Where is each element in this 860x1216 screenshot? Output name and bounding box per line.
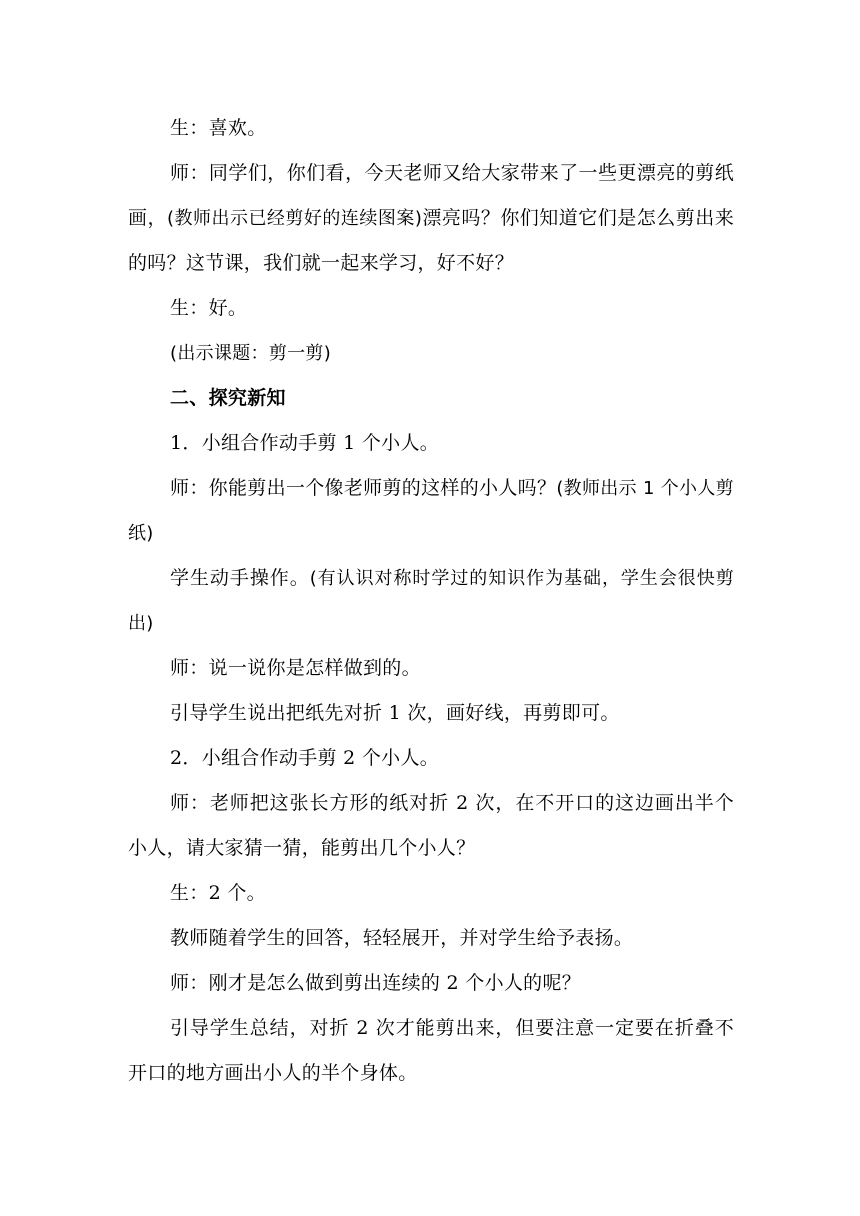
paragraph-note: (教师出示 1 个小人剪纸) (128, 478, 734, 544)
section-heading (128, 376, 734, 421)
paragraph-text-tail: 漂亮吗？你们知道它们是怎么剪出来的吗？这节课，我们就一起来学习，好不好？ (128, 207, 734, 274)
paragraph-text: 师：说一说你是怎样做到的。 (170, 657, 421, 679)
paragraph-teacher-unfold (128, 916, 734, 961)
paragraph-guide-fold-once (128, 691, 734, 736)
paragraph-lesson-title (128, 331, 734, 376)
heading-text: 二、探究新知 (170, 387, 286, 409)
paragraph-text: (出示课题：剪一剪) (170, 343, 332, 364)
paragraph-teacher-fold-twice (128, 781, 734, 871)
paragraph-text: 1．小组合作动手剪 1 个小人。 (170, 432, 440, 454)
paragraph-text: 生：2 个。 (170, 882, 266, 904)
paragraph-text: 学生动手操作。 (170, 567, 310, 589)
paragraph-text: 师：同学们，你们看，今天老师又给大家带来了一些更漂亮的剪纸画， (128, 162, 734, 229)
paragraph-text: 教师随着学生的回答，轻轻展开，并对学生给予表扬。 (170, 927, 634, 949)
paragraph-student-reply-ok (128, 286, 734, 331)
paragraph-text: 师：刚才是怎么做到剪出连续的 2 个小人的呢？ (170, 972, 582, 994)
paragraph-teacher-intro (128, 151, 734, 286)
paragraph-teacher-question-1 (128, 466, 734, 556)
paragraph-guide-summary (128, 1006, 734, 1096)
paragraph-note: (有认识对称时学过的知识作为基础，学生会很快剪出) (128, 568, 734, 634)
paragraph-text: 引导学生说出把纸先对折 1 次，画好线，再剪即可。 (170, 702, 620, 724)
paragraph-text: 引导学生总结，对折 2 次才能剪出来，但要注意一定要在折叠不开口的地方画出小人的半个身体。 (128, 1017, 734, 1084)
document-body (128, 106, 734, 1096)
paragraph-student-reply-like (128, 106, 734, 151)
paragraph-step-2 (128, 736, 734, 781)
paragraph-text: 师：老师把这张长方形的纸对折 2 次，在不开口的这边画出半个小人，请大家猜一猜，能剪出几个小人？ (128, 792, 734, 859)
paragraph-text: 师：你能剪出一个像老师剪的这样的小人吗？ (170, 477, 557, 499)
paragraph-text: 生：好。 (170, 297, 248, 319)
paragraph-step-1 (128, 421, 734, 466)
paragraph-teacher-ask-how (128, 646, 734, 691)
paragraph-text: 2．小组合作动手剪 2 个小人。 (170, 747, 440, 769)
paragraph-note: (教师出示已经剪好的连续图案) (166, 208, 423, 229)
paragraph-student-reply-two (128, 871, 734, 916)
paragraph-teacher-ask-two (128, 961, 734, 1006)
paragraph-text: 生：喜欢。 (170, 117, 267, 139)
paragraph-student-operation (128, 556, 734, 646)
